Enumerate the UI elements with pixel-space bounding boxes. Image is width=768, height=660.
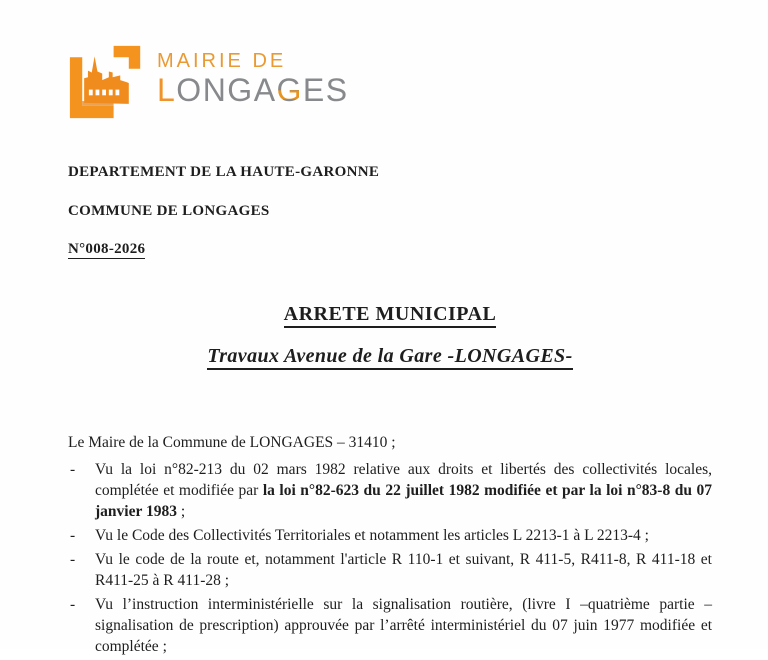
building-window [102, 90, 106, 96]
town-hall-icon [66, 44, 146, 120]
vu-list [68, 459, 712, 660]
logo-text [157, 44, 349, 107]
bullet-dash: - [70, 461, 76, 478]
department-line: DEPARTEMENT DE LA HAUTE-GARONNE [68, 164, 380, 180]
mairie-logo [66, 44, 349, 120]
logo-letter-g-accent: G [276, 72, 303, 108]
logo-bracket-right [114, 46, 141, 69]
building-window [109, 90, 113, 96]
building-silhouette [84, 56, 129, 104]
vu-item [68, 594, 712, 657]
intro-line: Le Maire de la Commune de LONGAGES – 31410 ; [68, 433, 396, 451]
logo-letters-es: ES [302, 72, 349, 108]
bullet-dash: - [70, 551, 76, 568]
arrete-subtitle [68, 345, 712, 368]
vu-item-text: Vu la loi n°82-213 du 02 mars 1982 relative aux droits et libertés des collectivités locales, complétée et modifiée par la loi n°82-623 du 22 juillet 1982 modifiée et par la loi n°83-8 du 07 janvier 1983 ; [95, 461, 712, 520]
building-window [96, 90, 100, 96]
building-window [116, 90, 120, 96]
vu-item-text: Vu le code de la route et, notamment l'article R 110-1 et suivant, R 411-5, R411-8, R 411-18 et R411-25 à R 411-28 ; [95, 551, 712, 589]
reference-number [68, 241, 145, 258]
bullet-dash: - [70, 527, 76, 544]
logo-letter-l: L [157, 72, 177, 108]
vu-item [68, 549, 712, 591]
vu-item-text: Vu le Code des Collectivités Territoriales et notamment les articles L 2213-1 à L 2213-4 ; [95, 527, 649, 544]
reference-number-text: N°008-2026 [68, 241, 146, 257]
arrete-title-text: ARRETE MUNICIPAL [284, 303, 497, 328]
vu-item [68, 459, 712, 522]
building-window [89, 90, 93, 96]
vu-item-text: Vu l’instruction interministérielle sur la signalisation routière, (livre I –quatrième partie – signalisation de prescription) approuvée par l’arrêté interministériel du 07 juin 1977 modifiée et complétée ; [95, 596, 712, 655]
bullet-dash: - [70, 596, 76, 613]
vu-item [68, 525, 712, 546]
logo-longages-text [157, 73, 349, 107]
arrete-subtitle-text: Travaux Avenue de la Gare -LONGAGES- [207, 345, 572, 370]
logo-mairie-de-text: MAIRIE DE [157, 50, 287, 72]
logo-letters-onga: ONGA [176, 72, 277, 108]
commune-line: COMMUNE DE LONGAGES [68, 203, 270, 219]
arrete-title [68, 303, 712, 326]
